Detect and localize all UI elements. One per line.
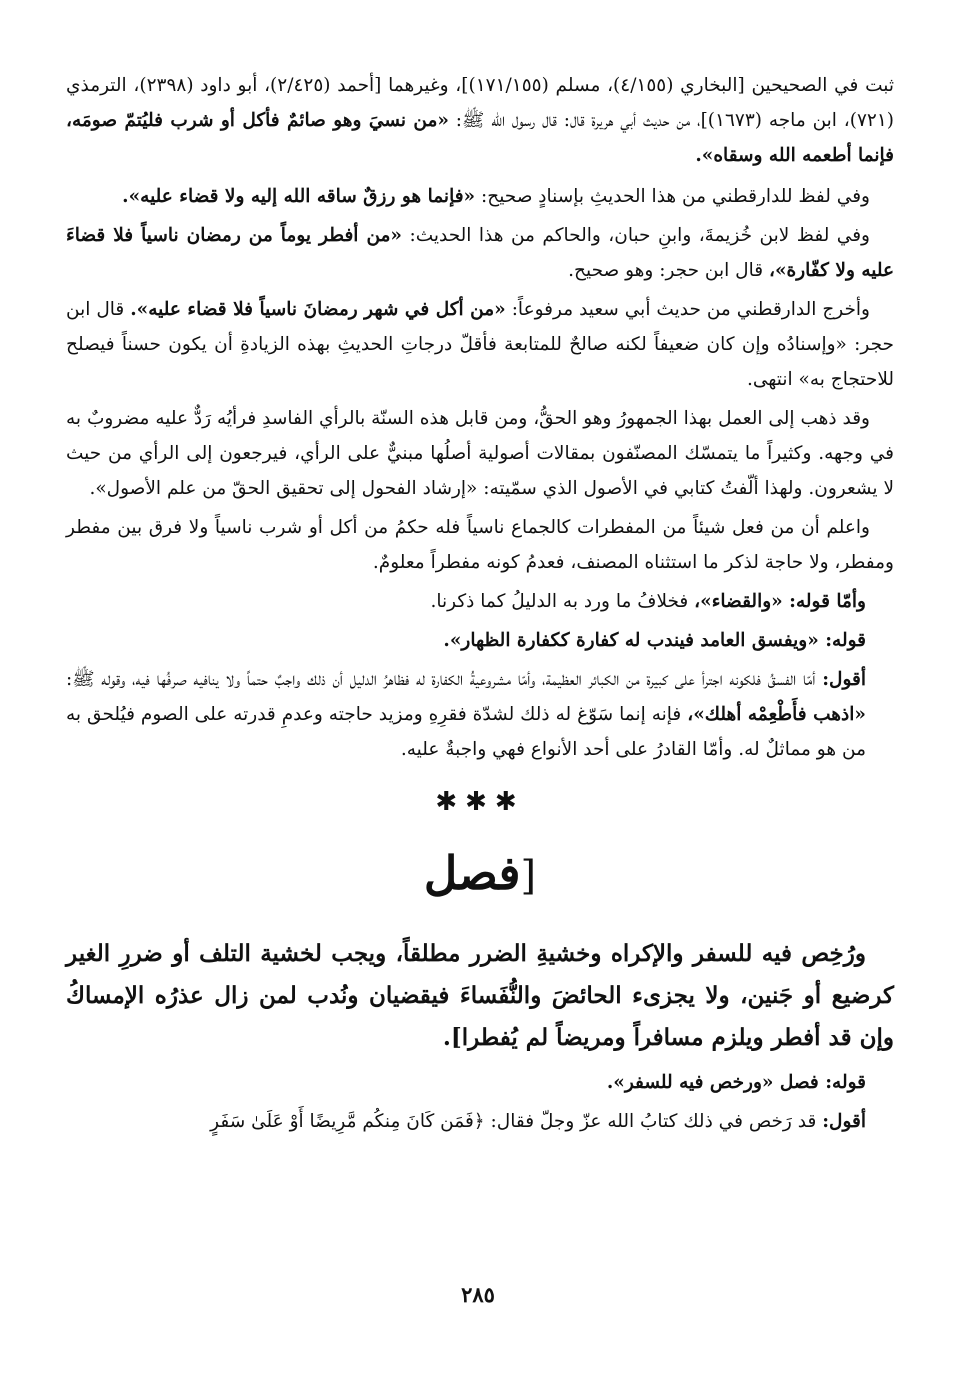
hadith-quote: «اذهب فأَطْعِمْه أهلك»،	[687, 704, 866, 725]
section-heading	[66, 833, 894, 923]
paragraph-text: فإنه إنما سَوّغ له ذلك لشدّة فقرِهِ ومزيد حاجته وعدمِ قدرته على الصوم فيُلحق به من هو مماثلٌ له. وأمّا القادرُ على أحد الأنواع فهي واجبةٌ عليه.	[66, 704, 866, 760]
sharh-answer	[66, 1104, 894, 1139]
paragraph-text: واعلم أن من فعل شيئاً من المفطرات كالجماع ناسياً فله حكمُ من أكل أو شرب ناسياً ولا فرق بين مفطر ومفطر، ولا حاجة لذكر ما استثناه المصنف، فعدمُ كونه مفطراً معلومٌ.	[66, 517, 894, 573]
quote-label: قوله: فصل «ورخص فيه للسفر».	[606, 1072, 866, 1093]
hadith-quote: «فإنما هو رزقٌ ساقه الله إليه ولا قضاء عليه».	[122, 186, 476, 207]
paragraph-text: قد رَخص في ذلك كتابُ الله عزّ وجلّ فقال:	[490, 1111, 817, 1132]
quote-label: قوله: «ويفسق العامد فيندب له كفارة ككفارة الظهار».	[443, 630, 866, 651]
hadith-quote: «من نسيَ وهو صائمٌ فأكل أو شرب فليُتمّ صومَه، فإنما أطعمه الله وسقاه».	[66, 110, 894, 166]
paragraph-text: وأخرج الدارقطني من حديث أبي سعيد مرفوعاً:	[511, 299, 870, 320]
paragraph-text: قال ابن حجر: «وإسنادُه وإن كان ضعيفاً لكنه صالحٌ للمتابعة فأقلّ درجاتِ الحديثِ بهذه الزيادةِ أن يكون حسناً فيصلح للاحتجاج به» انتهى.	[66, 299, 894, 390]
quote-label: وأمّا قوله: «والقضاء»،	[694, 591, 866, 612]
paragraph-hadith-sahihayn	[66, 68, 894, 173]
paragraph-text: وقد ذهب إلى العمل بهذا الجمهورُ وهو الحقُّ، ومن قابل هذه السنّة بالرأي الفاسدِ فرأيُه رَدٌّ عليه مضروبٌ به في وجهه. وكثيراً ما يتمسّك المصنّفون بمقالات أصولية أصلُها مبنيٌّ على الرأي، فيرجعون إلى الرأي من حيث لا يشعرون. ولهذا ألّفتُ كتابي في الأصول الذي سمّيته: «إرشاد الفحول إلى تحقيق الحقّ من علم الأصول».	[66, 408, 894, 499]
paragraph-abu-said	[66, 292, 894, 397]
paragraph-text: ثبت في الصحيحين [البخاري (٤/١٥٥)، مسلم (١٧١/١٥٥)]، وغيرهما [أحمد (٢/٤٢٥)، أبو داود (٢٣٩٨)، الترمذي (٧٢١)، ابن ماجه (١٦٧٣)]، من حديث أبي هريرة قال: قال رسول الله ﷺ:	[66, 75, 895, 131]
paragraph-mufattirat	[66, 510, 894, 580]
hadith-quote: «من أفطر يوماً من رمضان ناسياً فلا قضاءَ عليه ولا كفّارة»،	[66, 225, 894, 281]
section-bracket: [	[520, 853, 537, 899]
section-separator: ✱✱✱	[435, 787, 525, 817]
paragraph-text: وفي لفظ للدارقطني من هذا الحديثِ بإسنادٍ صحيح:	[481, 186, 870, 207]
quran-verse: ﴿فَمَن كَانَ مِنكُم مَّرِيضًا أَوْ عَلَىٰ سَفَرٍ	[210, 1111, 485, 1132]
paragraph-text: قال ابن حجر: وهو صحيح.	[568, 260, 764, 281]
sharh-quote	[66, 1065, 894, 1100]
matn-text: ورُخِص فيه للسفر والإكراه وخشيةِ الضرر مطلقاً، ويجب لخشية التلف أو ضررِ الغير كرضيع أو جَنين، ولا يجزىء الحائضَ والنُّفَساءَ فيقضيان ونُدب لمن زال عذرُه الإمساكُ وإن قد أفطر ويلزم مسافراً ومريضاً لم يُفطرا].	[66, 940, 894, 1051]
answer-label: أقول:	[822, 669, 866, 690]
page-number: ٢٨٥	[461, 1282, 495, 1307]
paragraph-daraqutni	[66, 179, 894, 214]
hadith-quote: «من أكل في شهر رمضانَ ناسياً فلا قضاء عليه».	[130, 299, 506, 320]
section-title-text: فصل	[423, 846, 521, 900]
paragraph-text: فخلافُ ما ورد به الدليلُ كما ذكرنا.	[430, 591, 689, 612]
paragraph-ibn-khuzayma	[66, 218, 894, 288]
paragraph-text: أمّا الفسقُ فلكونه اجترأ على كبيرة من الكبائر العظيمة، وأمّا مشروعيةُ الكفارة له فظاهرُ الدليل أن ذلك واجبٌ حتماً ولا ينافيه صرفُها فيه، وقوله ﷺ:	[66, 669, 816, 690]
answer-label: أقول:	[822, 1111, 866, 1132]
section-title	[424, 833, 536, 916]
paragraph-fisq-quote	[66, 623, 894, 658]
paragraph-fisq-answer	[66, 662, 894, 767]
paragraph-qada	[66, 584, 894, 619]
paragraph-text: وفي لفظ لابن خُزيمةَ، وابنِ حبان، والحاكم من هذا الحديث:	[409, 225, 870, 246]
paragraph-jumhur	[66, 401, 894, 506]
